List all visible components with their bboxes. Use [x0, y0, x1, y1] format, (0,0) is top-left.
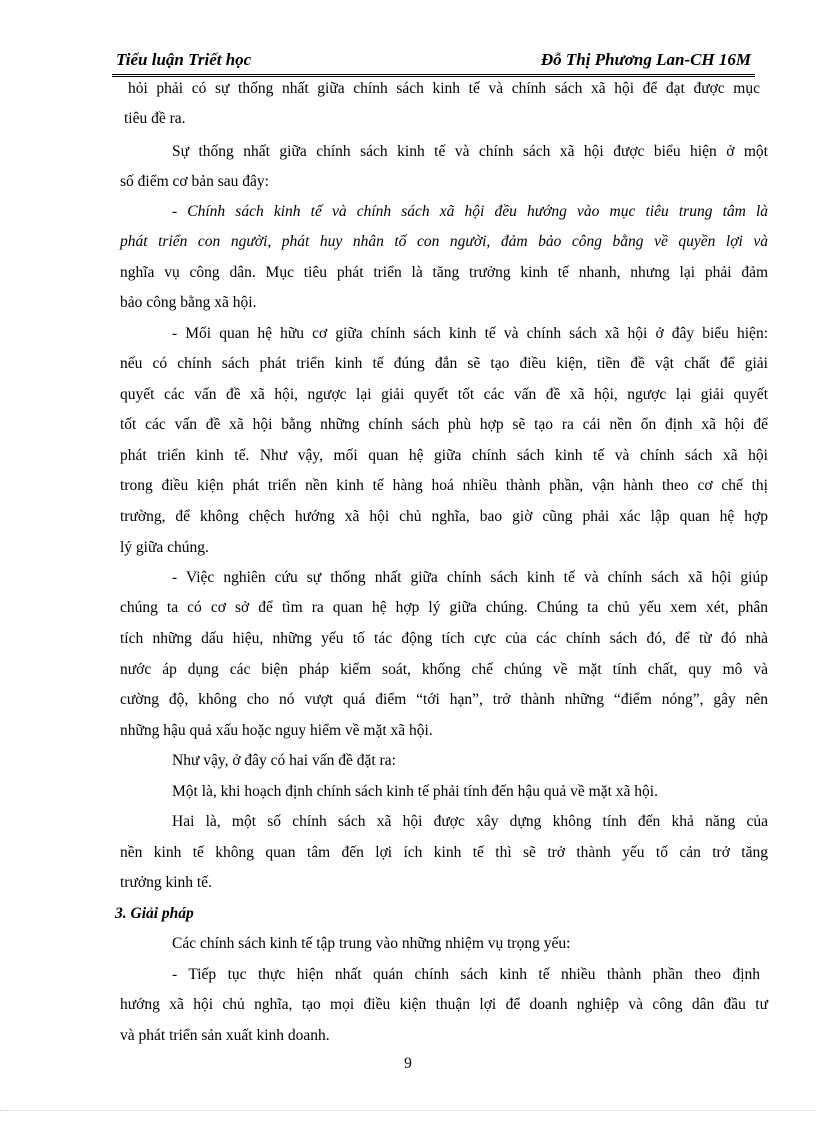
header-author: Đỗ Thị Phương Lan-CH 16M — [540, 50, 751, 69]
text-line: những hậu quả xấu hoặc nguy hiểm về mặt xã hội. — [120, 722, 433, 739]
text-line: trưởng kinh tế. — [120, 874, 212, 891]
page-number: 9 — [404, 1055, 412, 1072]
text-line: chúng ta có cơ sở để tìm ra quan hệ hợp lý giữa chúng. Chúng ta chủ yếu xem xét, phân — [120, 599, 768, 616]
page-bottom-divider — [0, 1110, 816, 1111]
text-line: nền kinh tế không quan tâm đến lợi ích kinh tế thì sẽ trở thành yếu tố cản trở tăng — [120, 844, 768, 861]
text-line: hỏi phải có sự thống nhất giữa chính sách kinh tế và chính sách xã hội để đạt được mục — [128, 80, 760, 97]
page-header — [112, 44, 755, 77]
text-line: Sự thống nhất giữa chính sách kinh tế và chính sách xã hội được biểu hiện ở một — [172, 143, 768, 160]
text-line: và phát triển sản xuất kinh doanh. — [120, 1027, 330, 1044]
text-line: phát triển con người, phát huy nhân tố con người, đảm bảo công bằng về quyền lợi và — [120, 233, 768, 250]
text-line: phát triển kinh tế. Như vậy, mối quan hệ giữa chính sách kinh tế và chính sách xã hội — [120, 447, 768, 464]
text-line: số điểm cơ bản sau đây: — [120, 173, 269, 190]
text-line: lý giữa chúng. — [120, 539, 209, 556]
text-line: hướng xã hội chủ nghĩa, tạo mọi điều kiện thuận lợi để doanh nghiệp và công dân đầu tư — [120, 996, 768, 1013]
text-line: Hai là, một số chính sách xã hội được xây dựng không tính đến khả năng của — [172, 813, 768, 830]
text-line: nghĩa vụ công dân. Mục tiêu phát triển là tăng trưởng kinh tế nhanh, nhưng lại phải đảm — [120, 264, 768, 281]
text-line: - Tiếp tục thực hiện nhất quán chính sách kinh tế nhiều thành phần theo định — [172, 966, 760, 983]
text-line: trong điều kiện phát triển nền kinh tế hàng hoá nhiều thành phần, vận hành theo cơ chế thị — [120, 477, 768, 494]
text-line: bảo công bằng xã hội. — [120, 294, 257, 311]
text-line: Như vậy, ở đây có hai vấn đề đặt ra: — [172, 752, 396, 769]
text-line: quyết các vấn đề xã hội, ngược lại giải quyết tốt các vấn đề xã hội, ngược lại giải quyết — [120, 386, 768, 403]
text-line: trường, để không chệch hướng xã hội chủ nghĩa, bao giờ cũng phải xác lập quan hệ hợp — [120, 508, 768, 525]
text-line: cường độ, không cho nó vượt quá điểm “tới hạn”, trở thành những “điểm nóng”, gây nên — [120, 691, 768, 708]
text-line: Các chính sách kinh tế tập trung vào những nhiệm vụ trọng yếu: — [172, 935, 571, 952]
text-line: Một là, khi hoạch định chính sách kinh tế phải tính đến hậu quả về mặt xã hội. — [172, 783, 658, 800]
header-title: Tiểu luận Triết học — [116, 50, 252, 69]
text-line: - Chính sách kinh tế và chính sách xã hội đều hướng vào mục tiêu trung tâm là — [172, 203, 768, 220]
text-line: tốt các vấn đề xã hội bằng những chính sách phù hợp sẽ tạo ra cái nền ổn định xã hội để — [120, 416, 768, 433]
section-heading: 3. Giải pháp — [115, 905, 194, 922]
text-line: nước áp dụng các biện pháp kiểm soát, khống chế chúng về mặt tính chất, quy mô và — [120, 661, 768, 678]
text-line: tích những dấu hiệu, những yếu tố tác động tích cực của các chính sách đó, để từ đó nhà — [120, 630, 768, 647]
text-line: tiêu đề ra. — [124, 110, 186, 127]
text-line: - Việc nghiên cứu sự thống nhất giữa chính sách kinh tế và chính sách xã hội giúp — [172, 569, 768, 586]
text-line: - Mối quan hệ hữu cơ giữa chính sách kinh tế và chính sách xã hội ở đây biểu hiện: — [172, 325, 768, 342]
text-line: nếu có chính sách phát triển kinh tế đúng đắn sẽ tạo điều kiện, tiền đề vật chất để giải — [120, 355, 768, 372]
